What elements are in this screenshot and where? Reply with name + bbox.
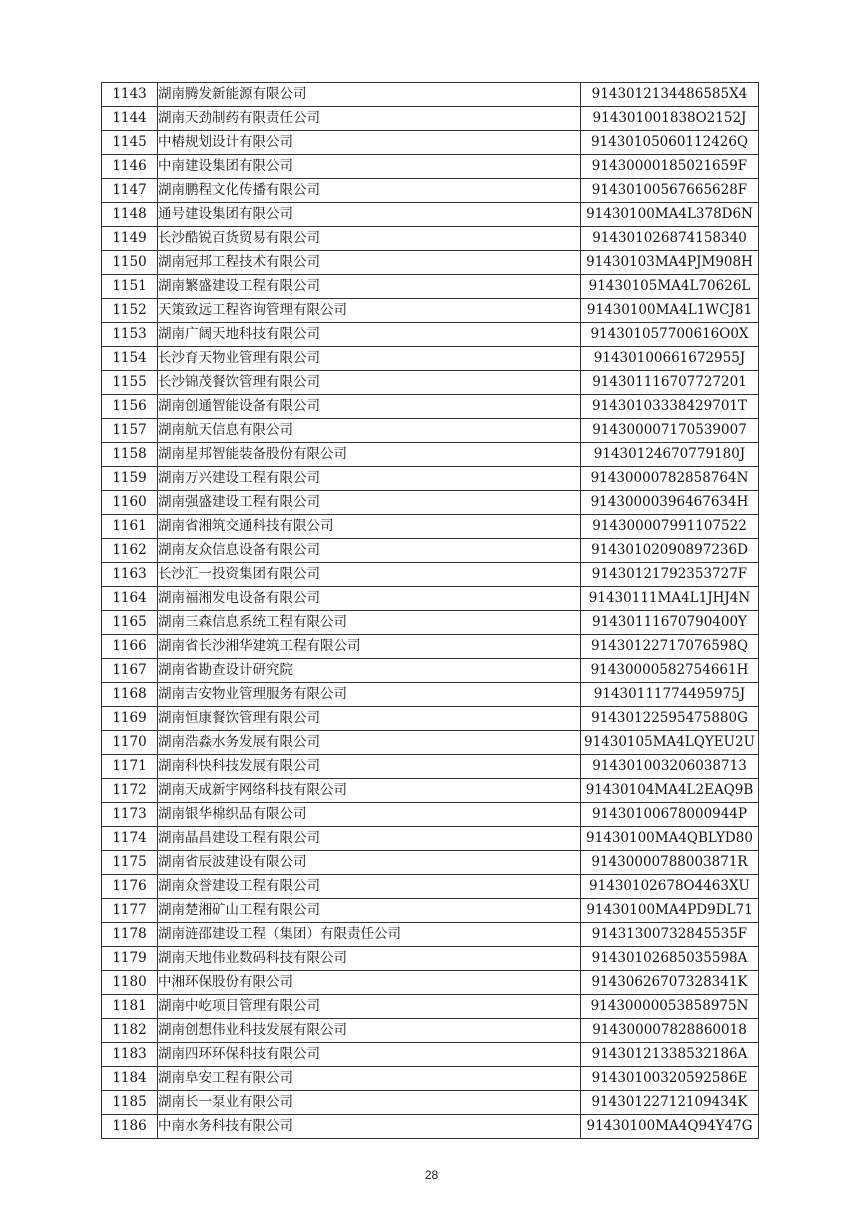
table-row (102, 707, 759, 731)
credit-code: 91430122712109434K (581, 1091, 759, 1115)
row-number: 1165 (102, 611, 158, 635)
row-number: 1161 (102, 515, 158, 539)
credit-code: 91430626707328341K (581, 971, 759, 995)
credit-code: 914300007828860018 (581, 1019, 759, 1043)
table-row (102, 923, 759, 947)
company-name: 湖南冠邦工程技术有限公司 (158, 251, 581, 275)
table-row (102, 1043, 759, 1067)
credit-code: 91430121338532186A (581, 1043, 759, 1067)
credit-code: 91430000582754661H (581, 659, 759, 683)
company-name: 长沙锦茂餐饮管理有限公司 (158, 371, 581, 395)
company-name: 长沙酷锐百货贸易有限公司 (158, 227, 581, 251)
row-number: 1181 (102, 995, 158, 1019)
company-name: 湖南中屹项目管理有限公司 (158, 995, 581, 1019)
credit-code: 91430121792353727F (581, 563, 759, 587)
company-name: 湖南天劲制药有限责任公司 (158, 107, 581, 131)
company-name: 长沙汇一投资集团有限公司 (158, 563, 581, 587)
row-number: 1147 (102, 179, 158, 203)
credit-code: 914301057700616O0X (581, 323, 759, 347)
credit-code: 91430105MA4LQYEU2U (581, 731, 759, 755)
table-row (102, 827, 759, 851)
table-row (102, 755, 759, 779)
table-row (102, 611, 759, 635)
credit-code: 9143012134486585X4 (581, 83, 759, 107)
credit-code: 91430103338429701T (581, 395, 759, 419)
row-number: 1167 (102, 659, 158, 683)
row-number: 1160 (102, 491, 158, 515)
company-name: 中湘环保股份有限公司 (158, 971, 581, 995)
table-row (102, 107, 759, 131)
row-number: 1182 (102, 1019, 158, 1043)
table-row (102, 323, 759, 347)
table-row (102, 1067, 759, 1091)
credit-code: 91430122717076598Q (581, 635, 759, 659)
credit-code: 914301003206038713 (581, 755, 759, 779)
company-name: 湖南广阔天地科技有限公司 (158, 323, 581, 347)
company-name: 湖南涟邵建设工程（集团）有限责任公司 (158, 923, 581, 947)
row-number: 1186 (102, 1115, 158, 1139)
company-name: 中樁规划设计有限公司 (158, 131, 581, 155)
company-name: 湖南三森信息系统工程有限公司 (158, 611, 581, 635)
row-number: 1169 (102, 707, 158, 731)
row-number: 1151 (102, 275, 158, 299)
row-number: 1185 (102, 1091, 158, 1115)
company-name: 湖南楚湘矿山工程有限公司 (158, 899, 581, 923)
row-number: 1174 (102, 827, 158, 851)
credit-code: 91430100MA4PD9DL71 (581, 899, 759, 923)
credit-code: 914300007170539007 (581, 419, 759, 443)
row-number: 1180 (102, 971, 158, 995)
row-number: 1177 (102, 899, 158, 923)
company-name: 湖南万兴建设工程有限公司 (158, 467, 581, 491)
row-number: 1143 (102, 83, 158, 107)
credit-code: 91430100678000944P (581, 803, 759, 827)
credit-code: 91430105060112426Q (581, 131, 759, 155)
row-number: 1176 (102, 875, 158, 899)
row-number: 1173 (102, 803, 158, 827)
register-table-body (102, 83, 759, 1139)
company-name: 湖南吉安物业管理服务有限公司 (158, 683, 581, 707)
table-row (102, 563, 759, 587)
table-row (102, 395, 759, 419)
table-row (102, 539, 759, 563)
table-row (102, 419, 759, 443)
table-row (102, 635, 759, 659)
company-name: 湖南天成新宇网络科技有限公司 (158, 779, 581, 803)
table-row (102, 803, 759, 827)
company-name: 湖南科快科技发展有限公司 (158, 755, 581, 779)
table-row (102, 131, 759, 155)
row-number: 1144 (102, 107, 158, 131)
credit-code: 91430000788003871R (581, 851, 759, 875)
credit-code: 91430000185021659F (581, 155, 759, 179)
table-row (102, 587, 759, 611)
credit-code: 91430105MA4L70626L (581, 275, 759, 299)
company-name: 湖南众誉建设工程有限公司 (158, 875, 581, 899)
company-name: 天策致远工程咨询管理有限公司 (158, 299, 581, 323)
credit-code: 91430103MA4PJM908H (581, 251, 759, 275)
credit-code: 91430111MA4L1JHJ4N (581, 587, 759, 611)
row-number: 1156 (102, 395, 158, 419)
company-name: 湖南长一泵业有限公司 (158, 1091, 581, 1115)
company-name: 中南建设集团有限公司 (158, 155, 581, 179)
company-name: 湖南省长沙湘华建筑工程有限公司 (158, 635, 581, 659)
table-row (102, 515, 759, 539)
table-row (102, 899, 759, 923)
company-name: 湖南阜安工程有限公司 (158, 1067, 581, 1091)
table-row (102, 491, 759, 515)
credit-code: 91430102678O4463XU (581, 875, 759, 899)
company-name: 湖南航天信息有限公司 (158, 419, 581, 443)
credit-code: 91430102090897236D (581, 539, 759, 563)
row-number: 1145 (102, 131, 158, 155)
credit-code: 914301116707727201 (581, 371, 759, 395)
row-number: 1150 (102, 251, 158, 275)
company-name: 湖南浩淼水务发展有限公司 (158, 731, 581, 755)
table-row (102, 347, 759, 371)
row-number: 1168 (102, 683, 158, 707)
row-number: 1149 (102, 227, 158, 251)
company-name: 湖南省勘查设计研究院 (158, 659, 581, 683)
company-name: 湖南晶昌建设工程有限公司 (158, 827, 581, 851)
credit-code: 91430124670779180J (581, 443, 759, 467)
row-number: 1157 (102, 419, 158, 443)
credit-code: 91430122595475880G (581, 707, 759, 731)
credit-code: 91430111774495975J (581, 683, 759, 707)
row-number: 1175 (102, 851, 158, 875)
table-row (102, 1019, 759, 1043)
row-number: 1154 (102, 347, 158, 371)
row-number: 1170 (102, 731, 158, 755)
company-name: 中南水务科技有限公司 (158, 1115, 581, 1139)
company-name: 湖南四环环保科技有限公司 (158, 1043, 581, 1067)
credit-code: 914301001838O2152J (581, 107, 759, 131)
row-number: 1171 (102, 755, 158, 779)
row-number: 1159 (102, 467, 158, 491)
company-name: 湖南省湘筑交通科技有限公司 (158, 515, 581, 539)
row-number: 1146 (102, 155, 158, 179)
table-row (102, 227, 759, 251)
table-row (102, 875, 759, 899)
row-number: 1179 (102, 947, 158, 971)
credit-code: 91430100MA4L378D6N (581, 203, 759, 227)
table-row (102, 83, 759, 107)
table-row (102, 275, 759, 299)
table-row (102, 731, 759, 755)
company-name: 湖南腾发新能源有限公司 (158, 83, 581, 107)
company-name: 湖南创通智能设备有限公司 (158, 395, 581, 419)
row-number: 1153 (102, 323, 158, 347)
credit-code: 91430100567665628F (581, 179, 759, 203)
row-number: 1158 (102, 443, 158, 467)
row-number: 1163 (102, 563, 158, 587)
company-name: 湖南繁盛建设工程有限公司 (158, 275, 581, 299)
table-row (102, 203, 759, 227)
table-row (102, 299, 759, 323)
credit-code: 91430100MA4QBLYD80 (581, 827, 759, 851)
table-row (102, 467, 759, 491)
table-row (102, 1091, 759, 1115)
credit-code: 91430100320592586E (581, 1067, 759, 1091)
credit-code: 914300007991107522 (581, 515, 759, 539)
company-name: 湖南鹏程文化传播有限公司 (158, 179, 581, 203)
row-number: 1166 (102, 635, 158, 659)
table-row (102, 683, 759, 707)
credit-code: 91430104MA4L2EAQ9B (581, 779, 759, 803)
company-name: 湖南创想伟业科技发展有限公司 (158, 1019, 581, 1043)
company-name: 通号建设集团有限公司 (158, 203, 581, 227)
credit-code: 91430000782858764N (581, 467, 759, 491)
row-number: 1183 (102, 1043, 158, 1067)
table-row (102, 371, 759, 395)
table-row (102, 995, 759, 1019)
company-name: 湖南强盛建设工程有限公司 (158, 491, 581, 515)
table-row (102, 971, 759, 995)
table-row (102, 779, 759, 803)
row-number: 1184 (102, 1067, 158, 1091)
table-row (102, 851, 759, 875)
row-number: 1152 (102, 299, 158, 323)
company-name: 湖南银华棉织品有限公司 (158, 803, 581, 827)
company-name: 长沙育天物业管理有限公司 (158, 347, 581, 371)
row-number: 1162 (102, 539, 158, 563)
row-number: 1172 (102, 779, 158, 803)
company-name: 湖南省辰波建设有限公司 (158, 851, 581, 875)
company-register-table (101, 82, 759, 1139)
company-name: 湖南天地伟业数码科技有限公司 (158, 947, 581, 971)
credit-code: 91430100MA4Q94Y47G (581, 1115, 759, 1139)
company-name: 湖南友众信息设备有限公司 (158, 539, 581, 563)
row-number: 1155 (102, 371, 158, 395)
credit-code: 91430000053858975N (581, 995, 759, 1019)
table-row (102, 947, 759, 971)
credit-code: 91430000396467634H (581, 491, 759, 515)
company-name: 湖南福湘发电设备有限公司 (158, 587, 581, 611)
credit-code: 91430102685035598A (581, 947, 759, 971)
credit-code: 91430111670790400Y (581, 611, 759, 635)
credit-code: 91430100MA4L1WCJ81 (581, 299, 759, 323)
credit-code: 91431300732845535F (581, 923, 759, 947)
table-row (102, 443, 759, 467)
credit-code: 914301026874158340 (581, 227, 759, 251)
table-row (102, 155, 759, 179)
company-name: 湖南恒康餐饮管理有限公司 (158, 707, 581, 731)
row-number: 1148 (102, 203, 158, 227)
table-row (102, 251, 759, 275)
page-number: 28 (424, 1168, 439, 1182)
row-number: 1164 (102, 587, 158, 611)
credit-code: 91430100661672955J (581, 347, 759, 371)
company-name: 湖南星邦智能装备股份有限公司 (158, 443, 581, 467)
table-row (102, 179, 759, 203)
row-number: 1178 (102, 923, 158, 947)
table-row (102, 1115, 759, 1139)
table-row (102, 659, 759, 683)
